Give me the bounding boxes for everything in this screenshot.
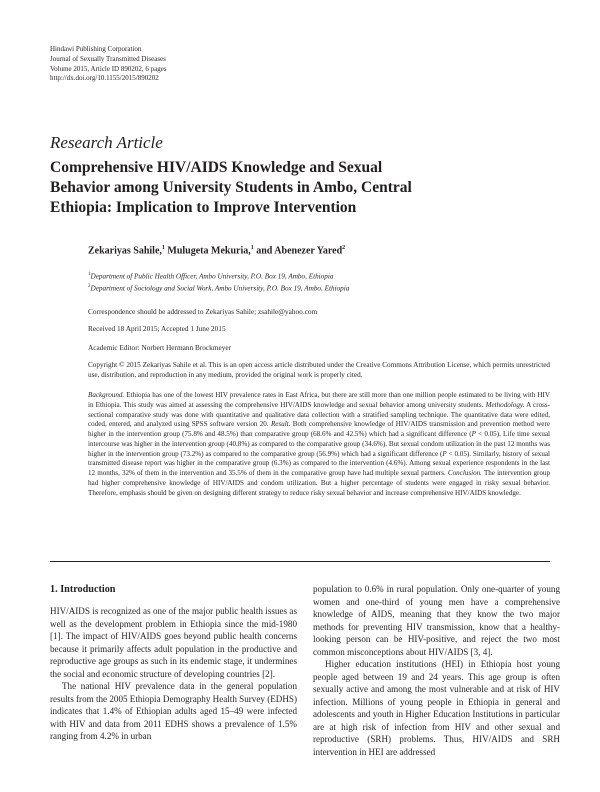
author-name: Zekariyas Sahile, xyxy=(88,245,162,257)
body-paragraph: HIV/AIDS is recognized as one of the major public health issues as well as the development problem in Ethiopia since the mid-1980 [1]. The impact of HIV/AIDS goes beyond public health concerns because it primarily affects adult population in the productive and reproductive age groups as such in its endemic stage, it undermines the social and economic structure of developing countries [2]. xyxy=(50,606,297,679)
p-value-symbol: P xyxy=(442,449,447,458)
article-type-label: Research Article xyxy=(50,133,163,152)
academic-editor-line: Academic Editor: Norbert Hermann Brockmeyer xyxy=(88,343,232,352)
affiliations xyxy=(88,270,550,294)
article-title xyxy=(50,158,470,218)
abstract-methodology: A cross-sectional comparative study was done with quantitative and qualitative data collection with a stratified sampling technique. The quantitative data were edited, coded, entered, and analyzed using SPSS software version 20. xyxy=(88,400,550,429)
body-column-left xyxy=(50,583,297,743)
abstract-background: Ethiopia has one of the lowest HIV prevalence rates in East Africa, but there are still more than one million people estimated to be living with HIV in Ethiopia. This study was aimed at assessing the comprehensive HIV/AIDS knowledge and sexual behavior among university students. xyxy=(88,391,550,409)
abstract-methodology-label: Methodology. xyxy=(485,400,525,409)
abstract-result-label: Result. xyxy=(270,420,291,429)
body-paragraph: population to 0.6% in rural population. Only one-quarter of young women and one-third of young men have a comprehensive knowledge of AIDS, meaning that they know the two major methods for preventing HIV transmission, know that a healthy-looking person can be HIV-positive, and reject the two most common misconceptions about HIV/AIDS [3, 4]. xyxy=(313,584,560,657)
affiliation-mark: 1 xyxy=(88,272,91,277)
abstract-result: Both comprehensive knowledge of HIV/AIDS transmission and prevention method were higher in the intervention group (75.8% and 48.5%) than comparative group (68.6% and 42.5%) which had a significant difference ( xyxy=(88,420,550,438)
abstract-conclusion: The intervention group had higher comprehensive knowledge of HIV/AIDS and condom utilization. But a higher percentage of students were engaged in risky sexual behavior. Therefore, emphasis should be given on designing different strategy to reduce risky sexual behavior and increase comprehensive HIV/AIDS knowledge. xyxy=(88,469,550,497)
affiliation-text: Department of Public Health Officer, Ambo University, P.O. Box 19, Ambo, Ethiopia xyxy=(90,272,334,281)
body-paragraph: Higher education institutions (HEI) in Ethiopia host young people aged between 19 and 24 years. This age group is often sexually active and among the most vulnerable and at risk of HIV infection. Millions of young people in Ethiopia in general and adolescents and youth in Higher Education Institutions in particular are at high risk of infection from HIV and other sexual and reproductive (SRH) problems. Thus, HIV/AIDS and SRH intervention in HEI are addressed xyxy=(313,659,560,757)
publisher-line: Hindawi Publishing Corporation xyxy=(50,45,142,53)
dates-line: Received 18 April 2015; Accepted 1 June 2015 xyxy=(88,324,226,333)
author-affiliation-mark: 1 xyxy=(250,245,254,251)
author-name: and Abenezer Yared xyxy=(256,245,343,257)
affiliation-line xyxy=(88,282,550,294)
affiliation-mark: 2 xyxy=(88,283,91,289)
affiliation-text: Department of Sociology and Social Work, Ambo University, P.O. Box 19, Ambo, Ethiopia xyxy=(90,284,350,293)
abstract-result: < 0.05). Life time sexual intercourse was higher in the intervention group (40.8%) as compared to the comparative group (34.6%). But sexual condom utilization in the past 12 months was higher in the intervention group (73.2%) as compared to the comparative group (56.9%) which had a significant difference ( xyxy=(88,430,551,458)
doi-link[interactable]: http://dx.doi.org/10.1155/2015/890202 xyxy=(50,74,159,83)
correspondence-line: Correspondence should be addressed to Zekariyas Sahile; zsahile@yahoo.com xyxy=(88,307,318,316)
author-affiliation-mark: 1 xyxy=(161,245,165,251)
abstract xyxy=(88,391,550,498)
journal-header xyxy=(50,45,167,84)
p-value-symbol: P xyxy=(471,430,476,438)
journal-name-line: Journal of Sexually Transmitted Diseases xyxy=(50,54,166,63)
abstract-conclusion-label: Conclusion. xyxy=(447,469,482,477)
section-heading: 1. Introduction xyxy=(50,584,116,595)
abstract-result: < 0.05). Similarly, history of sexual transmitted disease report was higher in the comparative group (6.3%) as compared to the intervention (4.6%). Among sexual experience respondents in the last 12 months, 32% of them in the intervention and 35.5% of them in the comparative group have had multiple sexual partners. xyxy=(88,449,550,477)
title-line: Comprehensive HIV/AIDS Knowledge and Sexual xyxy=(50,159,383,176)
section-divider xyxy=(50,561,550,562)
body-paragraph: The national HIV prevalence data in the general population results from the 2005 Ethiopia Demography Health Survey (EDHS) indicates that 1.4% of Ethiopian adults aged 15–49 were infected with HIV and data from 2011 EDHS shows a prevalence of 1.5% ranging from 4.2% in urban xyxy=(50,681,297,741)
title-line: Behavior among University Students in Ambo, Central xyxy=(50,179,412,196)
volume-line: Volume 2015, Article ID 890202, 6 pages xyxy=(50,64,167,73)
title-line: Ethiopia: Implication to Improve Intervention xyxy=(50,199,357,216)
author-affiliation-mark: 2 xyxy=(342,245,346,251)
author-name: Mulugeta Mekuria, xyxy=(167,245,251,257)
abstract-background-label: Background. xyxy=(88,391,125,399)
author-list xyxy=(88,245,550,256)
body-column-right xyxy=(313,583,560,758)
copyright-notice: Copyright © 2015 Zekariyas Sahile et al. This is an open access article distributed under the Creative Commons Attribution License, which permits unrestricted use, distribution, and reproduction in any medium, provided the original work is properly cited. xyxy=(88,361,550,379)
affiliation-line xyxy=(88,270,550,282)
